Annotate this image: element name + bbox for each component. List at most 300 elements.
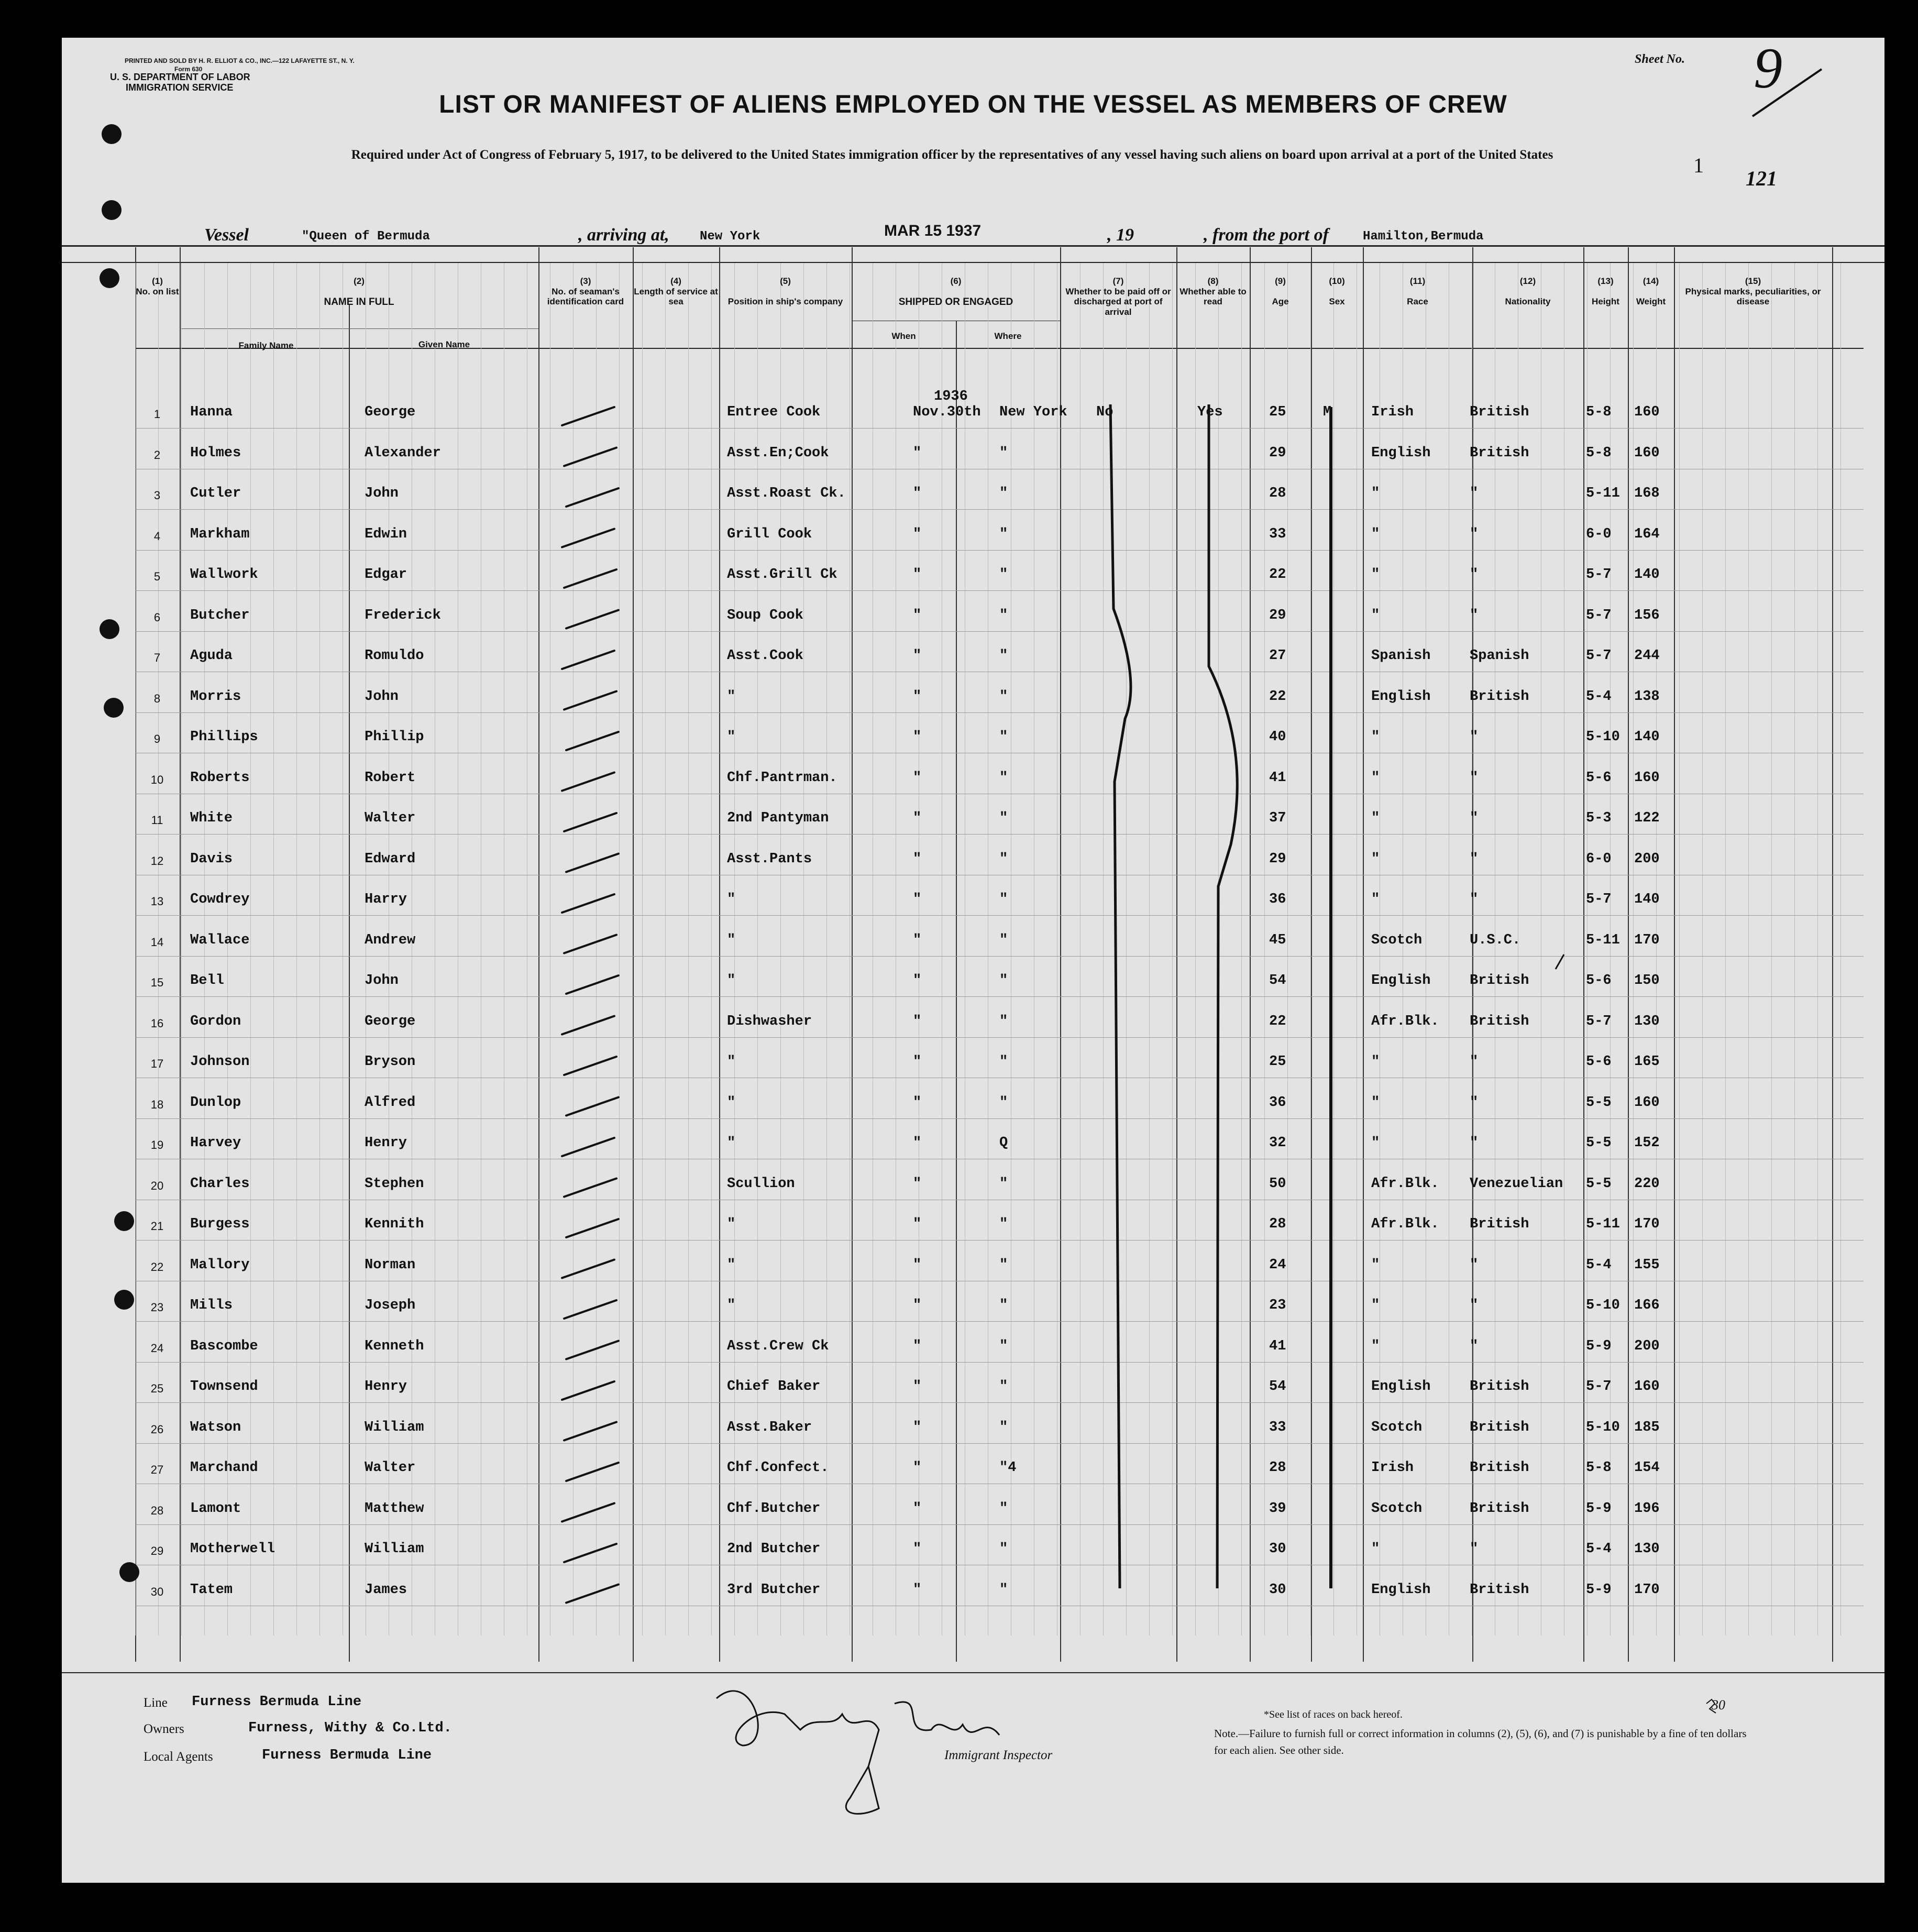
given-name-cell: Romuldo — [365, 648, 424, 664]
family-name-cell: Cutler — [190, 486, 241, 501]
given-name-cell: Walter — [365, 1460, 416, 1476]
departure-port: Hamilton,Bermuda — [1363, 229, 1484, 244]
shipped-when-cell: " — [913, 851, 922, 867]
height-cell: 5-4 — [1586, 1541, 1612, 1557]
given-name-cell: Robert — [365, 770, 416, 786]
shipped-when-cell: " — [913, 770, 922, 786]
family-name-cell: Phillips — [190, 729, 258, 745]
col7-ditto-stroke — [1110, 404, 1131, 1588]
race-cell: " — [1371, 1054, 1380, 1070]
page-subtitle: Required under Act of Congress of February 5, 1917, to be delivered to the United States immigration officer by the representatives of any vessel having such aliens on board upon arrival at a port of the United States — [351, 148, 1553, 162]
height-cell: 5-11 — [1586, 932, 1620, 948]
id-card-check-mark — [564, 935, 616, 953]
position-cell: 3rd Butcher — [727, 1582, 821, 1598]
row-number: 16 — [150, 1016, 164, 1030]
shipped-where-cell: " — [999, 486, 1008, 501]
shipped-when-cell: " — [913, 973, 922, 989]
manifest-page — [62, 38, 1884, 1883]
nationality-cell: " — [1470, 729, 1479, 745]
row-number: 29 — [150, 1544, 164, 1557]
family-name-cell: Cowdrey — [190, 892, 250, 907]
row-number: 28 — [150, 1503, 164, 1517]
family-name-cell: Roberts — [190, 770, 250, 786]
age-cell: 22 — [1269, 567, 1286, 583]
row-number: 12 — [150, 854, 164, 868]
family-name-cell: Mills — [190, 1298, 233, 1313]
id-card-check-mark — [566, 1463, 619, 1481]
page-title: LIST OR MANIFEST OF ALIENS EMPLOYED ON THE VESSEL AS MEMBERS OF CREW — [439, 91, 1507, 118]
position-cell: 2nd Butcher — [727, 1541, 821, 1557]
col-4-header: (4) Length of service at sea — [634, 276, 718, 307]
nationality-cell: " — [1470, 607, 1479, 623]
id-card-check-mark — [562, 1260, 614, 1278]
shipped-where-cell: " — [999, 932, 1008, 948]
height-cell: 5-10 — [1586, 1419, 1620, 1435]
row-number: 24 — [150, 1341, 164, 1355]
position-cell: " — [727, 1135, 736, 1151]
row-number: 8 — [153, 691, 161, 705]
weight-cell: 138 — [1634, 688, 1660, 705]
col-3-header: (3) No. of seaman's identification card — [547, 276, 624, 307]
races-note: *See list of races on back hereof. — [1264, 1709, 1403, 1720]
given-name-cell: Henry — [365, 1379, 407, 1395]
nationality-cell: Spanish — [1470, 648, 1529, 664]
shipped-when-cell: " — [913, 1054, 922, 1070]
nationality-cell: " — [1470, 1298, 1479, 1313]
arrival-date: MAR 15 1937 — [884, 222, 982, 239]
position-cell: " — [727, 1216, 736, 1232]
age-cell: 28 — [1269, 486, 1286, 501]
id-card-check-mark — [566, 732, 619, 750]
age-cell: 37 — [1269, 810, 1286, 826]
nationality-cell: U.S.C. — [1470, 932, 1521, 948]
position-cell: " — [727, 1094, 736, 1111]
family-name-cell: Holmes — [190, 445, 241, 461]
weight-cell: 140 — [1634, 729, 1660, 745]
col-7-header: (7) Whether to be paid off or discharged at port of arrival — [1065, 276, 1171, 317]
shipped-where-cell: " — [999, 1257, 1008, 1273]
shipped-when-cell: " — [913, 1379, 922, 1395]
height-cell: 5-3 — [1586, 810, 1612, 826]
position-cell: Scullion — [727, 1176, 795, 1192]
shipped-where-cell: " — [999, 810, 1008, 826]
weight-cell: 152 — [1634, 1135, 1660, 1151]
family-name-cell: Davis — [190, 851, 233, 867]
shipped-where-cell: " — [999, 770, 1008, 786]
row-number: 25 — [150, 1382, 164, 1395]
position-cell: " — [727, 688, 736, 705]
age-cell: 23 — [1269, 1298, 1286, 1313]
corner-annotation: 30 — [1712, 1697, 1725, 1713]
family-name-cell: Wallace — [190, 932, 250, 948]
weight-cell: 164 — [1634, 526, 1660, 542]
id-card-check-mark — [564, 1057, 616, 1075]
family-name-cell: Bascombe — [190, 1338, 258, 1354]
shipped-when-cell: " — [913, 1298, 922, 1313]
shipped-where-cell: " — [999, 1379, 1008, 1395]
nationality-cell: British — [1470, 1379, 1529, 1395]
service-line: IMMIGRATION SERVICE — [126, 82, 234, 93]
family-name-cell: Dunlop — [190, 1094, 241, 1111]
shipped-when-cell: " — [913, 486, 922, 501]
family-name-cell: Charles — [190, 1176, 250, 1192]
race-cell: " — [1371, 770, 1380, 786]
shipped-where-cell: " — [999, 1338, 1008, 1354]
family-name-cell: Tatem — [190, 1582, 233, 1598]
weight-cell: 160 — [1634, 404, 1660, 420]
year-label: , 19 — [1107, 225, 1134, 245]
position-cell: " — [727, 892, 736, 907]
id-card-check-mark — [562, 1016, 614, 1035]
shipped-when-cell: " — [913, 1338, 922, 1354]
weight-cell: 160 — [1634, 770, 1660, 786]
from-port-label: , from the port of — [1204, 225, 1329, 245]
agents-label: Local Agents — [144, 1750, 213, 1764]
shipped-when-cell: " — [913, 1216, 922, 1232]
weight-cell: 140 — [1634, 892, 1660, 907]
nationality-cell: " — [1470, 1054, 1479, 1070]
given-name-cell: Phillip — [365, 729, 424, 745]
row-number: 14 — [150, 935, 164, 949]
shipped-where-cell: " — [999, 1216, 1008, 1232]
able-to-read-cell: Yes — [1197, 404, 1223, 420]
given-name-cell: William — [365, 1419, 424, 1435]
position-cell: Grill Cook — [727, 526, 812, 542]
nationality-cell: " — [1470, 770, 1479, 786]
race-cell: " — [1371, 810, 1380, 826]
given-name-cell: Edgar — [365, 567, 407, 583]
id-card-check-mark — [562, 1503, 614, 1522]
id-card-check-mark — [562, 651, 614, 669]
given-name-cell: Matthew — [365, 1500, 424, 1517]
id-card-check-mark — [566, 1585, 619, 1603]
given-name-cell: George — [365, 1013, 416, 1029]
shipped-when-cell: " — [913, 1541, 922, 1557]
position-cell: Dishwasher — [727, 1013, 812, 1029]
shipped-when-cell: " — [913, 1013, 922, 1029]
given-name-cell: Edwin — [365, 526, 407, 542]
age-cell: 22 — [1269, 688, 1286, 705]
handwriting-layer — [62, 38, 1884, 1883]
position-cell: 2nd Pantyman — [727, 810, 829, 826]
col-9-header: (9) Age — [1272, 276, 1289, 307]
id-card-check-mark — [564, 1300, 616, 1319]
height-cell: 5-5 — [1586, 1135, 1612, 1151]
shipped-when-cell: " — [913, 1176, 922, 1192]
height-cell: 5-7 — [1586, 1013, 1612, 1029]
shipped-where-cell: New York — [999, 404, 1067, 420]
shipped-when-cell: " — [913, 729, 922, 745]
shipped-where-cell: "4 — [999, 1460, 1017, 1476]
given-name-cell: Walter — [365, 810, 416, 826]
shipped-when-cell: " — [913, 526, 922, 542]
height-cell: 5-5 — [1586, 1176, 1612, 1192]
nationality-cell: British — [1470, 445, 1529, 461]
given-name-cell: Bryson — [365, 1054, 416, 1070]
position-cell: " — [727, 729, 736, 745]
id-card-check-mark — [562, 407, 614, 425]
row-number: 5 — [153, 570, 161, 583]
age-cell: 32 — [1269, 1135, 1286, 1151]
height-cell: 5-8 — [1586, 445, 1612, 461]
age-cell: 39 — [1269, 1500, 1286, 1517]
family-name-cell: Lamont — [190, 1500, 241, 1517]
nationality-cell: British — [1470, 1500, 1529, 1517]
weight-cell: 155 — [1634, 1257, 1660, 1273]
id-card-check-mark — [566, 488, 619, 507]
shipped-where-cell: " — [999, 1541, 1008, 1557]
height-cell: 5-7 — [1586, 892, 1612, 907]
nationality-cell: British — [1470, 1460, 1529, 1476]
shipped-when-cell: " — [913, 648, 922, 664]
family-name-cell: White — [190, 810, 233, 826]
weight-cell: 165 — [1634, 1054, 1660, 1070]
weight-cell: 154 — [1634, 1460, 1660, 1476]
position-cell: " — [727, 1257, 736, 1273]
weight-cell: 156 — [1634, 607, 1660, 623]
row-number: 26 — [150, 1422, 164, 1436]
position-cell: Chf.Pantrman. — [727, 770, 837, 786]
race-cell: " — [1371, 1338, 1380, 1354]
race-cell: English — [1371, 445, 1431, 461]
owners-label: Owners — [144, 1722, 184, 1736]
shipped-where-cell: " — [999, 688, 1008, 705]
race-cell: Scotch — [1371, 1500, 1423, 1517]
nationality-cell: " — [1470, 851, 1479, 867]
weight-cell: 220 — [1634, 1176, 1660, 1192]
age-cell: 27 — [1269, 648, 1286, 664]
shipped-when-cell: " — [913, 1582, 922, 1598]
id-card-check-mark — [564, 1544, 616, 1562]
row-number: 6 — [153, 610, 161, 624]
shipped-where-cell: " — [999, 851, 1008, 867]
family-name-cell: Johnson — [190, 1054, 250, 1070]
age-cell: 24 — [1269, 1257, 1286, 1273]
weight-cell: 160 — [1634, 445, 1660, 461]
row-number: 30 — [150, 1585, 164, 1598]
position-cell: Chief Baker — [727, 1379, 821, 1395]
id-card-check-mark — [564, 813, 616, 831]
family-name-cell: Aguda — [190, 648, 233, 664]
age-cell: 29 — [1269, 851, 1286, 867]
position-cell: Entree Cook — [727, 404, 821, 420]
department-line: U. S. DEPARTMENT OF LABOR — [110, 72, 250, 82]
shipped-where-cell: " — [999, 892, 1008, 907]
height-cell: 5-6 — [1586, 770, 1612, 786]
col-11-header: (11) Race — [1407, 276, 1428, 307]
weight-cell: 200 — [1634, 851, 1660, 867]
race-cell: English — [1371, 688, 1431, 705]
age-cell: 45 — [1269, 932, 1286, 948]
race-cell: " — [1371, 526, 1380, 542]
height-cell: 5-7 — [1586, 648, 1612, 664]
race-cell: " — [1371, 1541, 1380, 1557]
col-2-header: (2) NAME IN FULL — [324, 276, 394, 308]
row-number: 10 — [150, 773, 164, 786]
row-number: 20 — [150, 1179, 164, 1192]
race-cell: Spanish — [1371, 648, 1431, 664]
form-number: Form 630 — [174, 65, 203, 73]
height-cell: 5-9 — [1586, 1338, 1612, 1354]
weight-cell: 196 — [1634, 1500, 1660, 1517]
family-name-header: Family Name — [238, 341, 294, 350]
position-cell: " — [727, 1298, 736, 1313]
weight-cell: 170 — [1634, 932, 1660, 948]
family-name-cell: Harvey — [190, 1135, 241, 1151]
age-cell: 30 — [1269, 1541, 1286, 1557]
weight-cell: 130 — [1634, 1013, 1660, 1029]
shipped-where-cell: " — [999, 1176, 1008, 1192]
family-name-cell: Mallory — [190, 1257, 250, 1273]
shipped-when-cell: " — [913, 607, 922, 623]
row-number: 22 — [150, 1260, 164, 1274]
age-cell: 33 — [1269, 1419, 1286, 1435]
shipped-where-cell: " — [999, 648, 1008, 664]
id-card-check-mark — [562, 1138, 614, 1156]
shipped-where-cell: " — [999, 1298, 1008, 1313]
nationality-cell: " — [1470, 1541, 1479, 1557]
position-cell: Asst.Crew Ck — [727, 1338, 829, 1354]
family-name-cell: Bell — [190, 973, 224, 989]
race-cell: Irish — [1371, 404, 1414, 420]
id-card-check-mark — [562, 773, 614, 791]
height-cell: 5-9 — [1586, 1582, 1612, 1598]
vessel-name: "Queen of Bermuda — [302, 229, 430, 244]
weight-cell: 160 — [1634, 1379, 1660, 1395]
shipped-where-cell: " — [999, 607, 1008, 623]
weight-cell: 130 — [1634, 1541, 1660, 1557]
col-5-header: (5) Position in ship's company — [727, 276, 843, 307]
row-number: 21 — [150, 1220, 164, 1233]
given-name-cell: William — [365, 1541, 424, 1557]
nationality-cell: " — [1470, 1135, 1479, 1151]
race-cell: " — [1371, 1257, 1380, 1273]
family-name-cell: Butcher — [190, 607, 250, 623]
sheet-number-slash — [1752, 69, 1822, 116]
page-tick: 1 — [1693, 153, 1704, 177]
arriving-label: , arriving at, — [578, 225, 669, 245]
given-name-cell: Stephen — [365, 1176, 424, 1192]
nationality-cell: British — [1470, 1582, 1529, 1598]
line-label: Line — [144, 1696, 168, 1710]
shipped-where-cell: " — [999, 973, 1008, 989]
row-number: 19 — [150, 1138, 164, 1151]
id-card-check-mark — [564, 691, 616, 710]
age-cell: 25 — [1269, 404, 1286, 420]
col-1-header: (1) No. on list — [136, 276, 179, 297]
age-cell: 33 — [1269, 526, 1286, 542]
paid-off-cell: No — [1096, 404, 1114, 420]
row-number: 1 — [153, 408, 161, 421]
height-cell: 5-9 — [1586, 1500, 1612, 1517]
given-name-cell: Andrew — [365, 932, 416, 948]
height-cell: 5-8 — [1586, 1460, 1612, 1476]
row-number: 17 — [150, 1057, 164, 1070]
race-cell: English — [1371, 1379, 1431, 1395]
race-cell: Irish — [1371, 1460, 1414, 1476]
race-cell: English — [1371, 1582, 1431, 1598]
col-8-header: (8) Whether able to read — [1180, 276, 1247, 307]
height-cell: 5-10 — [1586, 1298, 1620, 1313]
shipped-where-cell: " — [999, 1419, 1008, 1435]
height-cell: 6-0 — [1586, 851, 1612, 867]
when-header: When — [891, 331, 916, 341]
id-card-check-mark — [566, 1219, 619, 1237]
nationality-cell: " — [1470, 526, 1479, 542]
col-14-header: (14) Weight — [1636, 276, 1666, 307]
position-cell: Asst.Pants — [727, 851, 812, 867]
shipped-where-cell: " — [999, 1500, 1008, 1517]
shipped-where-cell: " — [999, 1094, 1008, 1111]
id-card-check-mark — [562, 529, 614, 547]
age-cell: 40 — [1269, 729, 1286, 745]
race-cell: " — [1371, 892, 1380, 907]
nationality-cell: British — [1470, 1216, 1529, 1232]
given-name-header: Given Name — [418, 339, 470, 349]
weight-cell: 166 — [1634, 1298, 1660, 1313]
shipped-when-cell: " — [913, 1257, 922, 1273]
height-cell: 5-10 — [1586, 729, 1620, 745]
position-cell: " — [727, 973, 736, 989]
weight-cell: 170 — [1634, 1582, 1660, 1598]
id-card-check-mark — [564, 448, 616, 466]
row-number: 7 — [153, 651, 161, 664]
given-name-cell: John — [365, 688, 399, 705]
row-number: 3 — [153, 489, 161, 502]
race-cell: Afr.Blk. — [1371, 1176, 1439, 1192]
family-name-cell: Motherwell — [190, 1541, 275, 1557]
sheet-label: Sheet No. — [1635, 52, 1685, 66]
given-name-cell: John — [365, 973, 399, 989]
shipped-where-cell: Q — [999, 1135, 1008, 1151]
given-name-cell: Frederick — [365, 607, 441, 623]
position-cell: Chf.Butcher — [727, 1500, 821, 1517]
age-cell: 28 — [1269, 1460, 1286, 1476]
row-number: 2 — [153, 448, 161, 462]
col-13-header: (13) Height — [1592, 276, 1619, 307]
height-cell: 5-8 — [1586, 404, 1612, 420]
race-cell: Afr.Blk. — [1371, 1013, 1439, 1029]
height-cell: 6-0 — [1586, 526, 1612, 542]
height-cell: 5-11 — [1586, 486, 1620, 501]
family-name-cell: Watson — [190, 1419, 241, 1435]
page-number: 121 — [1746, 167, 1777, 190]
race-cell: " — [1371, 729, 1380, 745]
shipped-where-cell: " — [999, 567, 1008, 583]
position-cell: Soup Cook — [727, 607, 803, 623]
given-name-cell: Alexander — [365, 445, 441, 461]
race-cell: English — [1371, 973, 1431, 989]
nationality-cell: " — [1470, 567, 1479, 583]
shipped-when-cell: " — [913, 445, 922, 461]
given-name-cell: Kennith — [365, 1216, 424, 1232]
position-cell: Asst.Grill Ck — [727, 567, 837, 583]
age-cell: 25 — [1269, 1054, 1286, 1070]
fine-note: Note.—Failure to furnish full or correct information in columns (2), (5), (6), and (7) is punishable by a fine of ten dollars for each alien. See other side. — [1214, 1727, 1747, 1757]
age-cell: 41 — [1269, 770, 1286, 786]
given-name-cell: John — [365, 486, 399, 501]
shipped-when-cell: " — [913, 1135, 922, 1151]
shipped-when-cell: " — [913, 932, 922, 948]
given-name-cell: Alfred — [365, 1094, 416, 1111]
nationality-cell: " — [1470, 1094, 1479, 1111]
row-number: 15 — [150, 976, 164, 989]
age-cell: 36 — [1269, 1094, 1286, 1111]
weight-cell: 200 — [1634, 1338, 1660, 1354]
row-number: 9 — [153, 732, 161, 745]
age-cell: 41 — [1269, 1338, 1286, 1354]
given-name-cell: Joseph — [365, 1298, 416, 1313]
